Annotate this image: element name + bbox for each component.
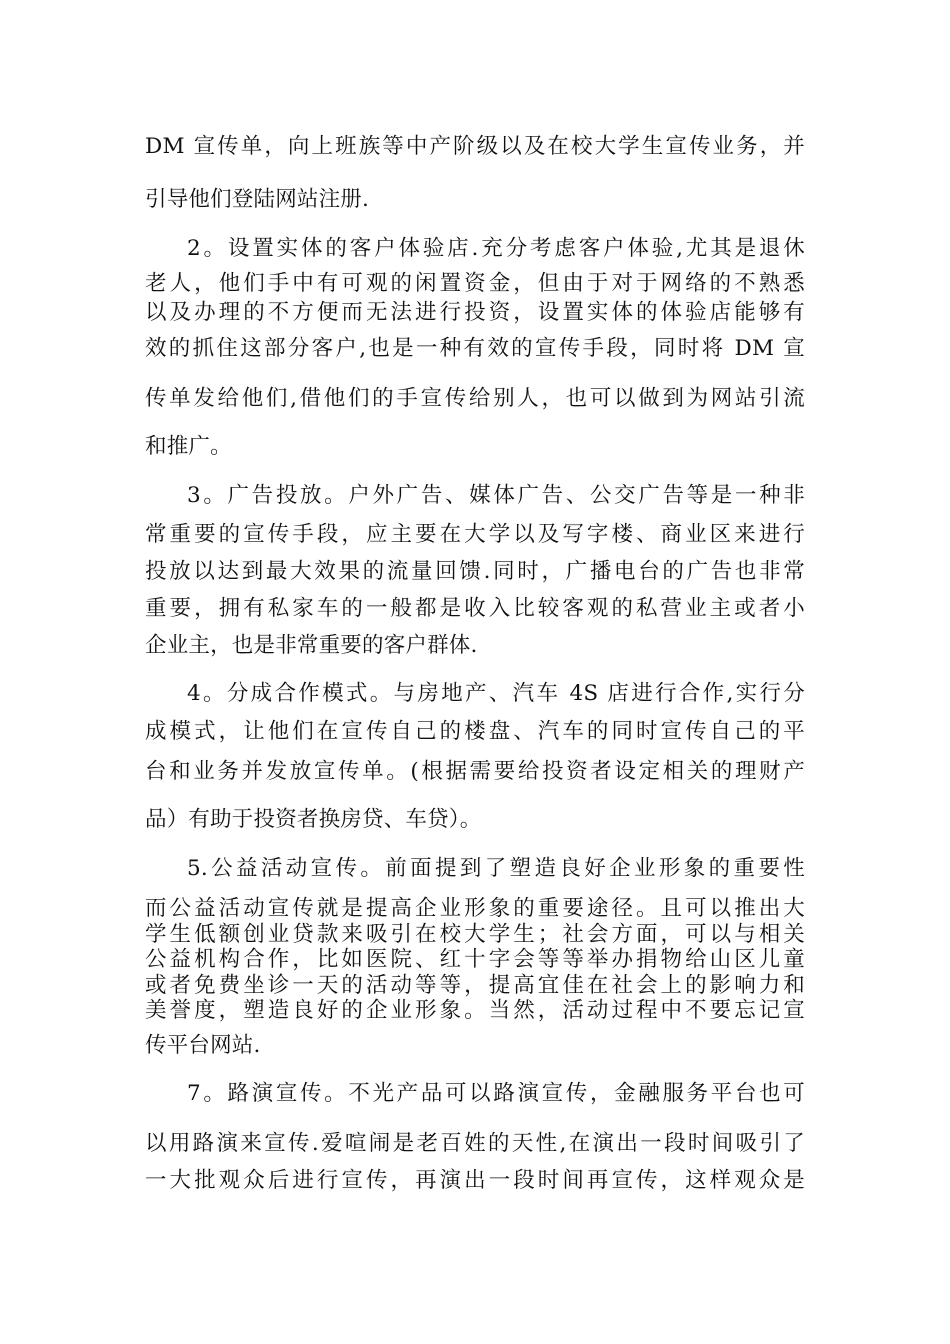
text-line: 成模式，让他们在宣传自己的楼盘、汽车的同时宣传自己的平 xyxy=(145,719,805,744)
text-line: 常重要的宣传手段，应主要在大学以及写字楼、商业区来进行 xyxy=(145,522,805,547)
text-line: 效的抓住这部分客户,也是一种有效的宣传手段，同时将 DM 宣 xyxy=(145,336,805,361)
text-line: DM 宣传单，向上班族等中产阶级以及在校大学生宣传业务，并 xyxy=(145,134,805,159)
text-line: 企业主，也是非常重要的客户群体. xyxy=(145,633,478,658)
paragraph-7-start: 7。路演宣传。不光产品可以路演宣传，金融服务平台也可 xyxy=(187,1081,805,1106)
paragraph-4-start: 4。分成合作模式。与房地产、汽车 4S 店进行合作,实行分 xyxy=(187,681,805,706)
text-line: 和推广。 xyxy=(145,434,232,459)
text-line: 重要，拥有私家车的一般都是收入比较客观的私营业主或者小 xyxy=(145,596,805,621)
text-line: 引导他们登陆网站注册. xyxy=(145,187,370,212)
text-line: 以及办理的不方便而无法进行投资，设置实体的体验店能够有 xyxy=(145,300,805,325)
text-line: 台和业务并发放宣传单。(根据需要给投资者设定相关的理财产 xyxy=(145,759,805,784)
text-line: 传平台网站. xyxy=(145,1033,261,1058)
text-line: 一大批观众后进行宣传，再演出一段时间再宣传，这样观众是 xyxy=(145,1168,805,1193)
text-line: 或者免费坐诊一天的活动等等，提高宜佳在社会上的影响力和 xyxy=(145,973,805,998)
text-line: 学生低额创业贷款来吸引在校大学生；社会方面，可以与相关 xyxy=(145,922,805,947)
text-line: 公益机构合作，比如医院、红十字会等等举办捐物给山区儿童 xyxy=(145,947,805,972)
text-line: 老人，他们手中有可观的闲置资金，但由于对于网络的不熟悉 xyxy=(145,271,805,296)
text-line: 以用路演来宣传.爱喧闹是老百姓的天性,在演出一段时间吸引了 xyxy=(145,1131,805,1156)
paragraph-2-start: 2。设置实体的客户体验店.充分考虑客户体验,尤其是退休 xyxy=(187,236,805,261)
paragraph-3-start: 3。广告投放。户外广告、媒体广告、公交广告等是一种非 xyxy=(187,483,805,508)
text-line: 美誉度，塑造良好的企业形象。当然，活动过程中不要忘记宣 xyxy=(145,998,805,1023)
text-line: 传单发给他们,借他们的手宣传给别人，也可以做到为网站引流 xyxy=(145,386,805,411)
paragraph-5-start: 5.公益活动宣传。前面提到了塑造良好企业形象的重要性 xyxy=(187,856,805,881)
text-line: 投放以达到最大效果的流量回馈.同时，广播电台的广告也非常 xyxy=(145,559,805,584)
text-line: 而公益活动宣传就是提高企业形象的重要途径。且可以推出大 xyxy=(145,896,805,921)
text-line: 品）有助于投资者换房贷、车贷）。 xyxy=(145,807,482,832)
